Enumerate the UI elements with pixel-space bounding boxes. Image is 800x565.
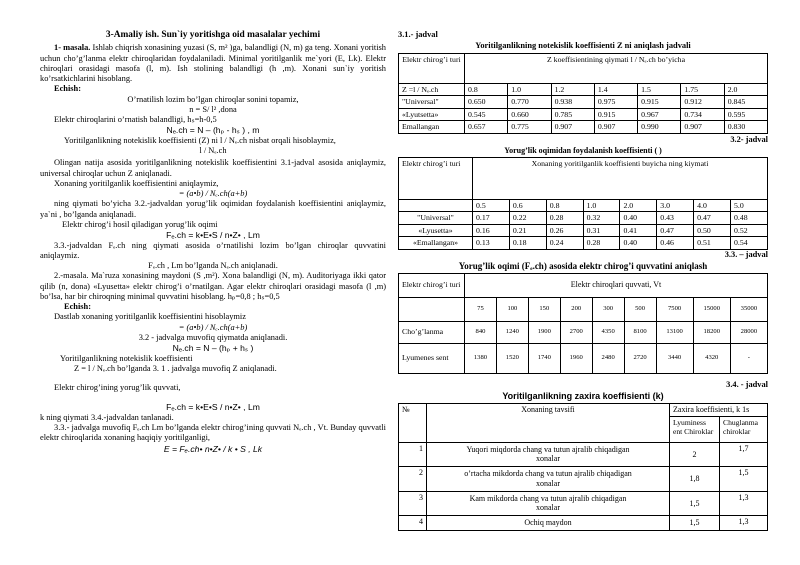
table-cell: 1520	[496, 343, 528, 373]
table-cell: 0.54	[731, 237, 768, 250]
row-number: 2	[399, 467, 427, 492]
column-header: 1.0	[583, 199, 620, 212]
table3-title: Yorug’lik oqimi (Fₑ.ch) asosida elektr chirog’i quvvatini aniqlash	[458, 260, 708, 271]
formula-flux-2: Fₑ.ch = k•E•S / n•Z• , Lm	[166, 402, 260, 413]
table-cell: 0.915	[638, 96, 681, 109]
table-cell: 0.938	[551, 96, 594, 109]
table-cell: 8100	[624, 321, 656, 343]
table-cell: 2480	[592, 343, 624, 373]
table-row	[399, 343, 768, 373]
column-header: 5.0	[731, 199, 768, 212]
table-cell: 0.47	[694, 212, 731, 225]
column-header: 150	[528, 297, 560, 321]
formula-flux: Fₑ.ch = k•E•S / n•Z• , Lm	[166, 230, 260, 241]
column-header: 2.0	[620, 199, 657, 212]
table-row	[399, 321, 768, 343]
table-cell: 0.907	[681, 121, 724, 134]
formula-height: Nₑ.ch = N – (hₚ - hₛ ) , m	[166, 125, 260, 136]
table-uniformity	[398, 53, 768, 134]
column-header: 200	[560, 297, 592, 321]
header-no: №	[399, 403, 427, 442]
formula-illuminance: E = Fₑ.ch• n•Z• / k • S , Lk	[163, 443, 263, 454]
paragraph: 3.3.-jadvaldan Fₑ.ch ning qiymati asosida o’rnatilishi lozim bo’lgan chiroqlar quvvatini aniqlaymiz.	[40, 240, 386, 260]
table-cell: 2720	[624, 343, 656, 373]
table-row	[399, 297, 768, 321]
table4-title: Yoritilganlikning zaxira koeffisienti (k)	[502, 390, 664, 401]
table-cell: 0.13	[473, 237, 510, 250]
solution1-label: Echish:	[54, 84, 81, 94]
table-header: Elektr chiroqlari quvvati, Vt	[465, 273, 768, 297]
table-cell: 0.48	[731, 212, 768, 225]
problem1-text: Ishlab chiqrish xonasining yuzasi (S, m² )ga, balandligi (N, m) ga teng. Xonani yoritish uchun cho’g’lanma elektr chiroqlaridan foydalaniladi. Minimal yoritilganlik me`yori (E, Lk). Elektr chiroqlari orasidagi masofa (l, m). Ish stolining balandligi (h ,m). Xonani sun`iy yoritish ko’rsatkichlarini hisoblang.	[40, 43, 386, 84]
formula-lamp-count: n = S/ l² ,dona	[189, 104, 237, 114]
table-cell: 0.50	[694, 224, 731, 237]
table-cell: 0.24	[546, 237, 583, 250]
table-reserve	[398, 403, 768, 531]
paragraph: Olingan natija asosida yoritilganlikning notekislik koeffisientini 3.1-jadval asosida aniqlaymiz, universal chiroqlar uchun Z aniqlanadi.	[40, 158, 386, 178]
row-number: 1	[399, 442, 427, 467]
column-header: 1.5	[638, 83, 681, 96]
formula-ratio: l / Nₑ.ch	[199, 146, 227, 156]
table-cell: 0.43	[657, 212, 694, 225]
column-header: 1.75	[681, 83, 724, 96]
solution2-label: Echish:	[64, 302, 91, 312]
row-number: 4	[399, 516, 427, 531]
text-line: Elektr chiroqlarini o’rnatish balandligi, hₛ=h-0,5	[54, 115, 217, 125]
table-cell: 0.845	[724, 96, 767, 109]
column-header: 4.0	[694, 199, 731, 212]
row-description: Kam mikdorda chang va tutun ajralib chiqadigan xonalar	[427, 491, 670, 516]
row-name: Cho’g’lanma	[399, 321, 465, 343]
right-column	[398, 30, 768, 531]
row-name: "Universal"	[399, 96, 465, 109]
header-coef: Zaxira koeffisienti, k 1s	[670, 403, 768, 416]
table-cell: 0.657	[465, 121, 508, 134]
table-cell: 1,5	[720, 467, 768, 492]
table-cell: 28000	[730, 321, 767, 343]
table4-caption: 3.4. - jadval	[726, 379, 768, 389]
paragraph: ning qiymati bo’yicha 3.2.-jadvaldan yorug’lik oqimidan foydalanish koeffisientini aniqlaymiz, ya`ni , bo’lganda aniqlanadi.	[40, 199, 386, 219]
table-cell: 0.775	[508, 121, 551, 134]
row-description: o’rtacha mikdorda chang va tutun ajralib chiqadigan xonalar	[427, 467, 670, 492]
table-row	[399, 83, 768, 96]
table-row	[399, 199, 768, 212]
text-line: Elektr chirog’i hosil qiladigan yorug’lik oqimi	[62, 219, 218, 229]
text-line: Yoritilganlikning notekislik koeffisienti (Z) ni l / Nₑ.ch nisbat orqali hisoblaymiz,	[64, 135, 336, 145]
row-name: «Emallangan»	[399, 237, 473, 250]
table-cell: 0.915	[594, 108, 637, 121]
row-number: 3	[399, 491, 427, 516]
table-cell: 0.990	[638, 121, 681, 134]
column-header: 100	[496, 297, 528, 321]
text-line: Xonaning yoritilganlik koeffisientini aniqlaymiz,	[54, 178, 219, 188]
table-row	[399, 108, 768, 121]
column-header: 300	[592, 297, 624, 321]
table-corner: Elektr chirog’i turi	[399, 273, 465, 297]
table-cell: 0.26	[546, 224, 583, 237]
table-cell: 0.545	[465, 108, 508, 121]
table-cell: 1960	[560, 343, 592, 373]
table-cell: 0.46	[657, 237, 694, 250]
row-label	[399, 199, 473, 212]
text-line: 3.2 - jadvalga muvofiq qiymatda aniqlanadi.	[138, 332, 288, 342]
table-cell: 1,8	[670, 467, 720, 492]
column-header: 1.2	[551, 83, 594, 96]
header-desc: Xonaning tavsifi	[427, 403, 670, 442]
table-cell: 13100	[656, 321, 693, 343]
table2-title: Yorug’lik oqimidan foydalanish koeffisienti ( )	[504, 145, 662, 155]
table-cell: 0.660	[508, 108, 551, 121]
table-cell: 0.40	[620, 212, 657, 225]
table-cell: 2	[670, 442, 720, 467]
column-header: 500	[624, 297, 656, 321]
table-cell: 0.51	[694, 237, 731, 250]
table-cell: 0.28	[583, 237, 620, 250]
table-cell: 0.912	[681, 96, 724, 109]
text-line: O’rnatilish lozim bo’lgan chiroqlar sonini topamiz,	[127, 94, 299, 104]
table-cell: 0.770	[508, 96, 551, 109]
table-cell: 0.18	[509, 237, 546, 250]
page-title: 3-Amaliy ish. Sun`iy yoritishga oid masalalar yechimi	[105, 30, 321, 40]
table-header: Z koeffisientining qiymati l / Nₑ.ch bo’yicha	[465, 53, 768, 83]
table-row	[399, 96, 768, 109]
column-header: 0.8	[465, 83, 508, 96]
problem1-label: 1- masala.	[54, 43, 91, 53]
table-row	[399, 467, 768, 492]
table-row	[399, 212, 768, 225]
column-header: 1.0	[508, 83, 551, 96]
table-cell: -	[730, 343, 767, 373]
text-line: k ning qiymati 3.4.-jadvaldan tanlanadi.	[40, 412, 174, 422]
table3-caption: 3.3. – jadval	[724, 249, 768, 259]
left-column	[40, 30, 386, 454]
table2-caption: 3.2- jadval	[730, 134, 768, 144]
table-cell: 0.975	[594, 96, 637, 109]
table-cell: 0.785	[551, 108, 594, 121]
column-header: 0.6	[509, 199, 546, 212]
table-cell: 1,3	[720, 491, 768, 516]
table-cell: 4350	[592, 321, 624, 343]
table-cell: 0.47	[657, 224, 694, 237]
formula-room-index-2: = (a•b) / Nₑ.ch(a+b)	[178, 322, 248, 332]
table-cell: 1240	[496, 321, 528, 343]
row-name: Lyumenes sent	[399, 343, 465, 373]
table-row	[399, 121, 768, 134]
column-header: 75	[465, 297, 497, 321]
column-header: 35000	[730, 297, 767, 321]
table-row	[399, 442, 768, 467]
table-power	[398, 273, 768, 374]
text-line: Yoritilganlikning notekislik koeffisienti	[60, 353, 193, 363]
table-cell: 0.17	[473, 212, 510, 225]
table-cell: 0.16	[473, 224, 510, 237]
row-description: Ochiq maydon	[427, 516, 670, 531]
table-cell: 2700	[560, 321, 592, 343]
table-cell: 0.907	[551, 121, 594, 134]
table-header: Xonaning yoritilganlik koeffisienti buyicha ning kiymati	[473, 157, 768, 199]
table-cell: 0.734	[681, 108, 724, 121]
table-cell: 0.32	[583, 212, 620, 225]
table-cell: 1,7	[720, 442, 768, 467]
table-cell: 1900	[528, 321, 560, 343]
table-cell: 0.907	[594, 121, 637, 134]
column-header: 1.4	[594, 83, 637, 96]
table-cell: 0.40	[620, 237, 657, 250]
problem2-text: 2.-masala. Ma`ruza xonasining maydoni (S ,m²). Xona balandligi (N, m). Auditoriyaga ikki qator qilib (n, dona) «Lyusetta» elektr chirog’i o’rnatilgan. Agar elektr chiroqlari orasidagi masofa (l ,m) bo’lsa, har bir chiroqning minimal quvvatini hisoblang. hₚ=0,8 ; hₛ=0,5	[40, 271, 386, 301]
table-cell: 4320	[693, 343, 730, 373]
table-cell: 1,3	[720, 516, 768, 531]
row-description: Yuqori miqdorda chang va tutun ajralib chiqadigan xonalar	[427, 442, 670, 467]
table-cell: 1,5	[670, 491, 720, 516]
header-inc: Chuglanma chiroklar	[720, 416, 768, 442]
table-cell: 0.41	[620, 224, 657, 237]
column-header: 0.5	[473, 199, 510, 212]
text-line: Fₑ.ch , Lm bo’lganda Nₑ.ch aniqlanadi.	[148, 261, 278, 271]
table1-caption: 3.1.- jadval	[398, 30, 438, 39]
table-cell: 1740	[528, 343, 560, 373]
table-cell: 18200	[693, 321, 730, 343]
table-cell: 0.31	[583, 224, 620, 237]
table-cell: 0.52	[731, 224, 768, 237]
text-line: Elektr chirog’ining yorug’lik quvvati,	[54, 383, 181, 393]
formula-height-2: Nₑ.ch = N – (hₚ + hₛ )	[172, 343, 254, 354]
table-cell: 1380	[465, 343, 497, 373]
column-header: 0.8	[546, 199, 583, 212]
table-row	[399, 224, 768, 237]
column-header: 2.0	[724, 83, 767, 96]
formula-room-index: = (a•b) / Nₑ.ch(a+b)	[178, 189, 248, 199]
table-utilization	[398, 157, 768, 250]
table-cell: 0.650	[465, 96, 508, 109]
text-line: Dastlab xonaning yoritilganlik koeffisientini hisoblaymiz	[54, 312, 246, 322]
table-cell: 1,5	[670, 516, 720, 531]
column-header: 3.0	[657, 199, 694, 212]
row-name: «Lyusetta»	[399, 224, 473, 237]
table-corner: Elektr chirog’i turi	[399, 157, 473, 199]
row-name: "Universal"	[399, 212, 473, 225]
paragraph: 3.3.- jadvalga muvofiq Fₑ.ch Lm bo’lganda elektr chirog’ining quvvati Nₑ.ch , Vt. Bunday quvvatli elektr chiroqlarida xonaning haqiqiy yoritilganligi,	[40, 423, 386, 443]
text-line: Z = l / Nₑ.ch bo’lganda 3. 1 . jadvalga muvofiq Z aniqlanadi.	[74, 363, 277, 373]
table-row	[399, 237, 768, 250]
table-cell: 840	[465, 321, 497, 343]
table-row	[399, 491, 768, 516]
table-cell: 0.595	[724, 108, 767, 121]
table-cell: 0.830	[724, 121, 767, 134]
table-cell: 0.21	[509, 224, 546, 237]
table-cell: 0.967	[638, 108, 681, 121]
table-cell: 3440	[656, 343, 693, 373]
row-name: Emallangan	[399, 121, 465, 134]
table-cell: 0.28	[546, 212, 583, 225]
table-corner: Elektr chirog’i turi	[399, 53, 465, 83]
table-row	[399, 516, 768, 531]
header-lum: Lyuminess ent Chiroklar	[670, 416, 720, 442]
row-label: Z =l / Nₑ.ch	[399, 83, 465, 96]
row-name: «Lyutsetta»	[399, 108, 465, 121]
column-header: 7500	[656, 297, 693, 321]
column-header: 15000	[693, 297, 730, 321]
table-cell: 0.22	[509, 212, 546, 225]
row-label	[399, 297, 465, 321]
table1-title: Yoritilganlikning notekislik koeffisienti Z ni aniqlash jadvali	[475, 41, 691, 51]
